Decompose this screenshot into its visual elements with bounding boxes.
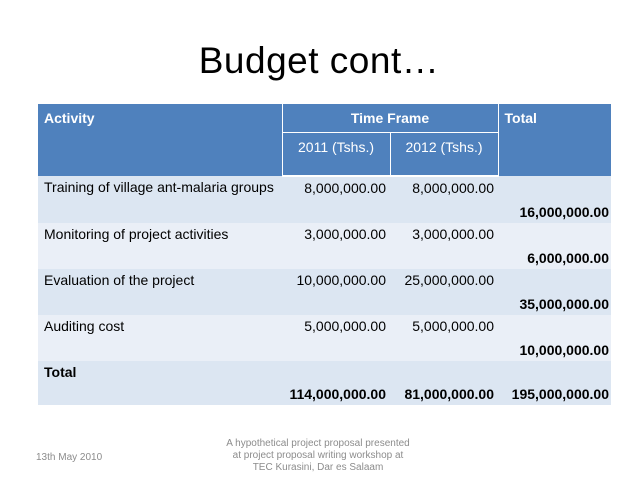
table-row [38,223,611,269]
budget-table [38,104,612,405]
amount-2011-cell: 8,000,000.00 [282,176,390,223]
activity-cell: Monitoring of project activities [38,223,282,269]
table-header-row [38,104,611,133]
footer-note-line: TEC Kurasini, Dar es Salaam [252,462,384,473]
footer-date: 13th May 2010 [36,452,103,463]
activity-cell: Training of village ant-malaria groups [38,176,282,223]
amount-2012-cell: 8,000,000.00 [390,176,498,223]
amount-2011-cell: 5,000,000.00 [282,315,390,361]
row-total-cell: 10,000,000.00 [498,315,611,361]
header-activity: Activity [38,104,282,176]
header-year-2012: 2012 (Tshs.) [390,133,498,177]
footer-note-line: at project proposal writing workshop at [232,450,404,461]
total-label: Total [38,361,282,405]
activity-cell: Auditing cost [38,315,282,361]
table-row [38,269,611,315]
total-2011-cell: 114,000,000.00 [282,361,390,405]
header-total: Total [498,104,611,176]
slide-title: Budget cont… [198,40,440,81]
header-time-frame: Time Frame [282,104,498,133]
total-2012-cell: 81,000,000.00 [390,361,498,405]
total-row [38,361,611,405]
row-total-cell: 16,000,000.00 [498,176,611,223]
grand-total-cell: 195,000,000.00 [498,361,611,405]
amount-2011-cell: 10,000,000.00 [282,269,390,315]
row-total-cell: 35,000,000.00 [498,269,611,315]
amount-2012-cell: 3,000,000.00 [390,223,498,269]
amount-2011-cell: 3,000,000.00 [282,223,390,269]
table-row [38,176,611,223]
row-total-cell: 6,000,000.00 [498,223,611,269]
activity-cell: Evaluation of the project [38,269,282,315]
amount-2012-cell: 25,000,000.00 [390,269,498,315]
amount-2012-cell: 5,000,000.00 [390,315,498,361]
footer-note-line: A hypothetical project proposal presented [226,438,410,449]
table-row [38,315,611,361]
footer-note [218,438,418,474]
header-year-2011: 2011 (Tshs.) [282,133,390,177]
